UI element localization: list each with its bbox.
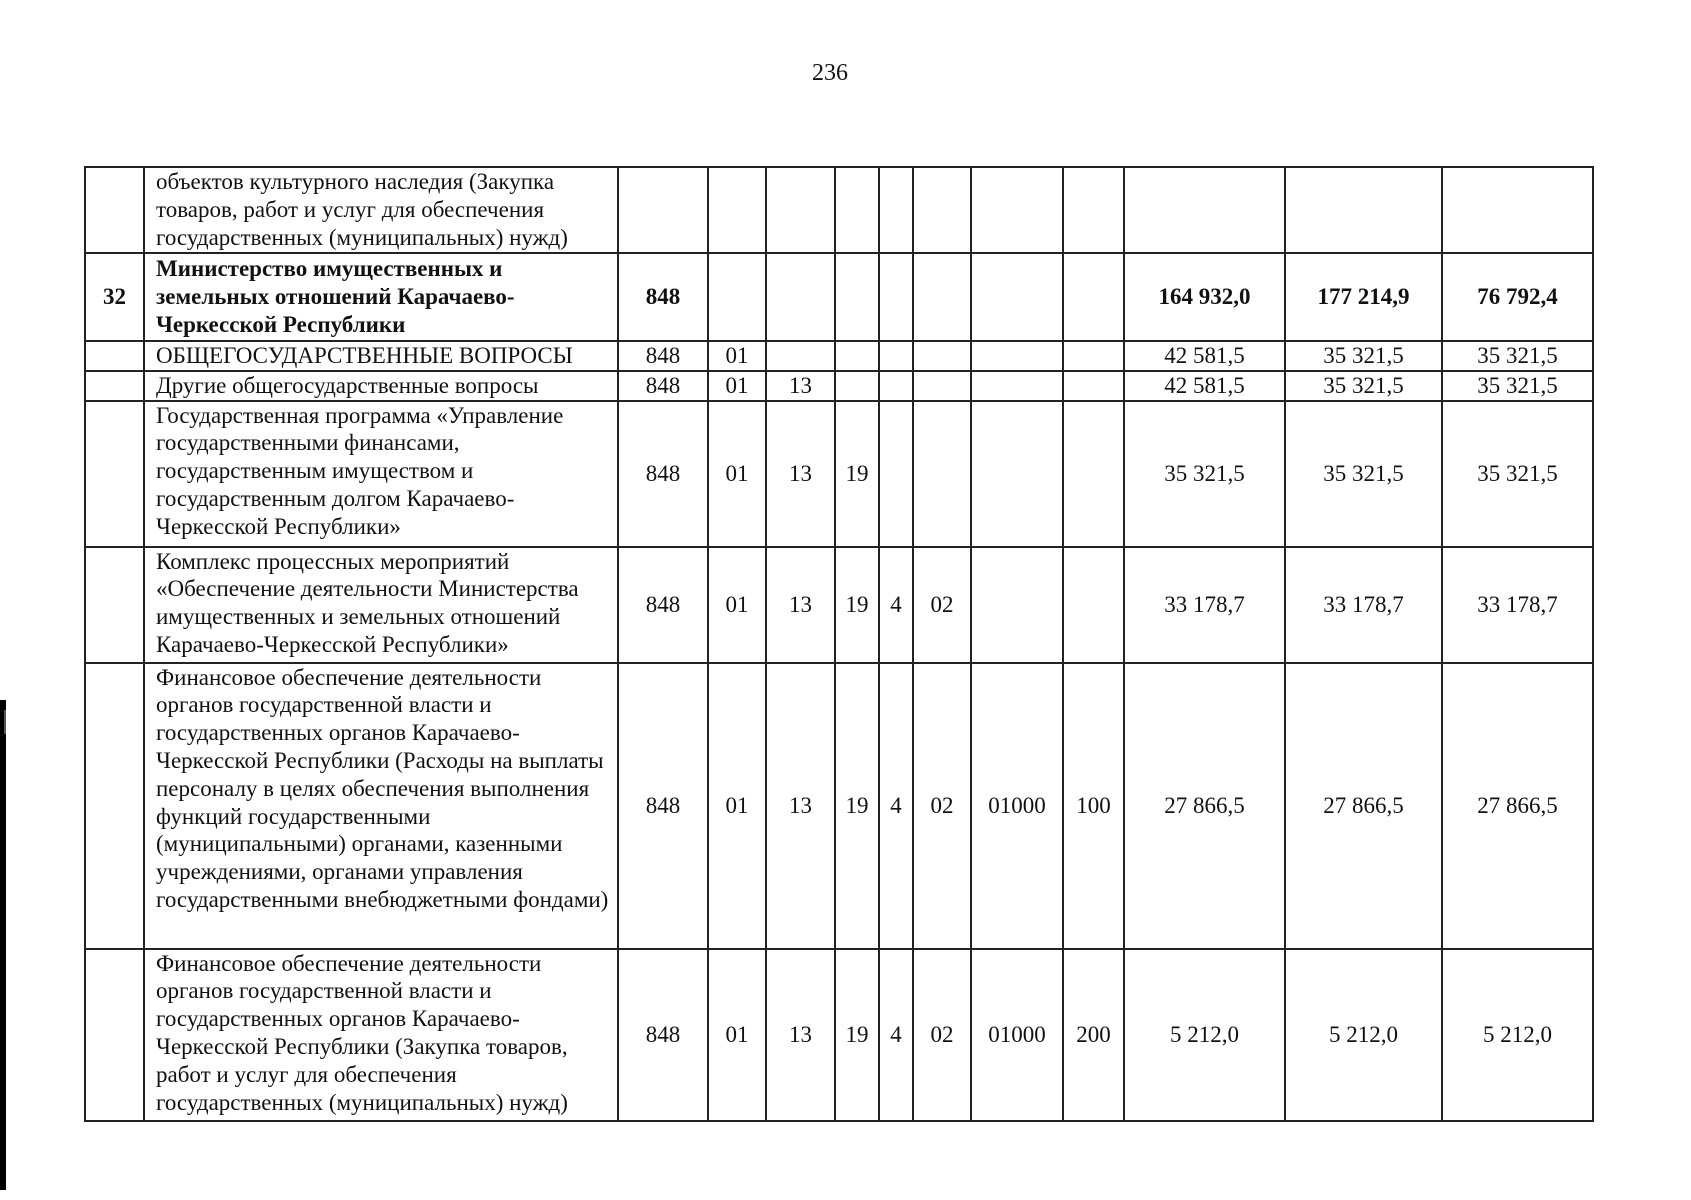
amount-year3-cell: 35 321,5 bbox=[1442, 341, 1593, 371]
expense-type-cell bbox=[1063, 167, 1124, 253]
amount-year3-cell: 33 178,7 bbox=[1442, 547, 1593, 663]
expense-type-cell: 200 bbox=[1063, 949, 1124, 1121]
section-code-cell bbox=[708, 253, 766, 341]
amount-year1-cell bbox=[1124, 167, 1285, 253]
subsection-code-cell: 13 bbox=[766, 401, 835, 547]
row-number-cell bbox=[85, 167, 144, 253]
direction-code-cell bbox=[971, 547, 1063, 663]
subprogram-code-cell: 4 bbox=[879, 663, 913, 949]
program-code-cell bbox=[835, 167, 879, 253]
amount-year2-cell: 177 214,9 bbox=[1285, 253, 1442, 341]
section-code-cell: 01 bbox=[708, 371, 766, 401]
expense-type-cell bbox=[1063, 547, 1124, 663]
subprogram-code-cell bbox=[879, 167, 913, 253]
scan-margin-tick bbox=[4, 710, 6, 734]
subprogram-code-cell bbox=[879, 341, 913, 371]
amount-year1-cell: 42 581,5 bbox=[1124, 341, 1285, 371]
amount-year3-cell: 27 866,5 bbox=[1442, 663, 1593, 949]
ministry-code-cell: 848 bbox=[618, 371, 708, 401]
amount-year1-cell: 35 321,5 bbox=[1124, 401, 1285, 547]
row-number-cell bbox=[85, 547, 144, 663]
direction-code-cell: 01000 bbox=[971, 949, 1063, 1121]
amount-year2-cell: 35 321,5 bbox=[1285, 371, 1442, 401]
row-number-cell bbox=[85, 401, 144, 547]
subsection-code-cell bbox=[766, 167, 835, 253]
table-row bbox=[85, 253, 1593, 341]
name-cell: Комплекс процессных мероприятий «Обеспечение деятельности Министерства имущественных и земельных отношений Карачаево-Черкесской Республики» bbox=[144, 547, 618, 663]
direction-code-cell bbox=[971, 371, 1063, 401]
event-code-cell: 02 bbox=[913, 663, 971, 949]
table-row bbox=[85, 371, 1593, 401]
program-code-cell: 19 bbox=[835, 547, 879, 663]
amount-year2-cell: 35 321,5 bbox=[1285, 401, 1442, 547]
section-code-cell: 01 bbox=[708, 547, 766, 663]
name-cell: Министерство имущественных и земельных отношений Карачаево-Черкесской Республики bbox=[144, 253, 618, 341]
amount-year2-cell: 33 178,7 bbox=[1285, 547, 1442, 663]
row-number-cell bbox=[85, 949, 144, 1121]
section-code-cell bbox=[708, 167, 766, 253]
row-number-cell bbox=[85, 663, 144, 949]
subprogram-code-cell: 4 bbox=[879, 949, 913, 1121]
direction-code-cell bbox=[971, 253, 1063, 341]
ministry-code-cell bbox=[618, 167, 708, 253]
amount-year2-cell: 5 212,0 bbox=[1285, 949, 1442, 1121]
amount-year3-cell: 5 212,0 bbox=[1442, 949, 1593, 1121]
row-number-cell: 32 bbox=[85, 253, 144, 341]
ministry-code-cell: 848 bbox=[618, 401, 708, 547]
expense-type-cell bbox=[1063, 341, 1124, 371]
name-cell: объектов культурного наследия (Закупка товаров, работ и услуг для обеспечения государственных (муниципальных) нужд) bbox=[144, 167, 618, 253]
name-cell: Финансовое обеспечение деятельности органов государственной власти и государственных органов Карачаево-Черкесской Республики (Расходы на выплаты персоналу в целях обеспечения выполнения функций государственными (муниципальными) органами, казенными учреждениями, органами управления государственными внебюджетными фондами) bbox=[144, 663, 618, 949]
event-code-cell bbox=[913, 371, 971, 401]
section-code-cell: 01 bbox=[708, 401, 766, 547]
amount-year1-cell: 42 581,5 bbox=[1124, 371, 1285, 401]
amount-year3-cell: 35 321,5 bbox=[1442, 401, 1593, 547]
subsection-code-cell: 13 bbox=[766, 547, 835, 663]
amount-year1-cell: 5 212,0 bbox=[1124, 949, 1285, 1121]
direction-code-cell bbox=[971, 401, 1063, 547]
program-code-cell bbox=[835, 371, 879, 401]
subprogram-code-cell bbox=[879, 401, 913, 547]
subprogram-code-cell: 4 bbox=[879, 547, 913, 663]
amount-year2-cell: 35 321,5 bbox=[1285, 341, 1442, 371]
section-code-cell: 01 bbox=[708, 949, 766, 1121]
subsection-code-cell: 13 bbox=[766, 663, 835, 949]
expense-type-cell bbox=[1063, 253, 1124, 341]
ministry-code-cell: 848 bbox=[618, 253, 708, 341]
amount-year3-cell: 35 321,5 bbox=[1442, 371, 1593, 401]
name-cell: ОБЩЕГОСУДАРСТВЕННЫЕ ВОПРОСЫ bbox=[144, 341, 618, 371]
table-row bbox=[85, 949, 1593, 1121]
direction-code-cell bbox=[971, 167, 1063, 253]
expense-type-cell: 100 bbox=[1063, 663, 1124, 949]
subprogram-code-cell bbox=[879, 371, 913, 401]
ministry-code-cell: 848 bbox=[618, 341, 708, 371]
program-code-cell bbox=[835, 341, 879, 371]
subprogram-code-cell bbox=[879, 253, 913, 341]
amount-year2-cell bbox=[1285, 167, 1442, 253]
event-code-cell: 02 bbox=[913, 547, 971, 663]
subsection-code-cell bbox=[766, 341, 835, 371]
amount-year2-cell: 27 866,5 bbox=[1285, 663, 1442, 949]
row-number-cell bbox=[85, 371, 144, 401]
direction-code-cell bbox=[971, 341, 1063, 371]
program-code-cell: 19 bbox=[835, 401, 879, 547]
event-code-cell bbox=[913, 167, 971, 253]
ministry-code-cell: 848 bbox=[618, 663, 708, 949]
section-code-cell: 01 bbox=[708, 663, 766, 949]
event-code-cell bbox=[913, 341, 971, 371]
program-code-cell: 19 bbox=[835, 663, 879, 949]
ministry-code-cell: 848 bbox=[618, 547, 708, 663]
amount-year1-cell: 27 866,5 bbox=[1124, 663, 1285, 949]
event-code-cell bbox=[913, 253, 971, 341]
name-cell: Другие общегосударственные вопросы bbox=[144, 371, 618, 401]
table-row bbox=[85, 167, 1593, 253]
direction-code-cell: 01000 bbox=[971, 663, 1063, 949]
table-row bbox=[85, 663, 1593, 949]
event-code-cell: 02 bbox=[913, 949, 971, 1121]
table-row bbox=[85, 341, 1593, 371]
amount-year3-cell: 76 792,4 bbox=[1442, 253, 1593, 341]
expense-type-cell bbox=[1063, 371, 1124, 401]
amount-year1-cell: 33 178,7 bbox=[1124, 547, 1285, 663]
scan-margin-mark bbox=[0, 700, 6, 1190]
name-cell: Финансовое обеспечение деятельности органов государственной власти и государственных органов Карачаево-Черкесской Республики (Закупка товаров, работ и услуг для обеспечения государственных (муниципальных) нужд) bbox=[144, 949, 618, 1121]
subsection-code-cell: 13 bbox=[766, 949, 835, 1121]
table-row bbox=[85, 401, 1593, 547]
subsection-code-cell: 13 bbox=[766, 371, 835, 401]
section-code-cell: 01 bbox=[708, 341, 766, 371]
expense-type-cell bbox=[1063, 401, 1124, 547]
subsection-code-cell bbox=[766, 253, 835, 341]
ministry-code-cell: 848 bbox=[618, 949, 708, 1121]
program-code-cell bbox=[835, 253, 879, 341]
amount-year1-cell: 164 932,0 bbox=[1124, 253, 1285, 341]
amount-year3-cell bbox=[1442, 167, 1593, 253]
name-cell: Государственная программа «Управление государственными финансами, государственным имуществом и государственным долгом Карачаево-Черкесской Республики» bbox=[144, 401, 618, 547]
row-number-cell bbox=[85, 341, 144, 371]
table-row bbox=[85, 547, 1593, 663]
page-number: 236 bbox=[812, 60, 848, 86]
event-code-cell bbox=[913, 401, 971, 547]
program-code-cell: 19 bbox=[835, 949, 879, 1121]
budget-table bbox=[84, 166, 1594, 1122]
table-body bbox=[85, 167, 1593, 1121]
